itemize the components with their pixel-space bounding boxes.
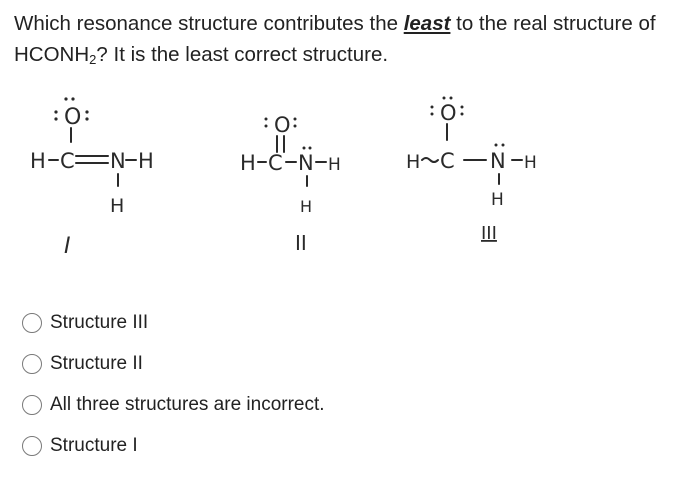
structure-3 [406,97,537,211]
structure-2-oxygen: O [274,113,291,137]
structure-2 [240,113,341,216]
structure-3-nitrogen: N [490,149,506,173]
option-structure-i[interactable] [22,425,325,466]
radio-button[interactable] [22,436,42,456]
question-formula-sub: 2 [89,52,97,67]
structure-3-h-bottom: H [491,190,504,210]
structure-3-label: III [481,223,497,244]
structure-3-h-left: H [406,151,421,173]
option-structure-ii[interactable] [22,343,325,384]
question-part1: Which resonance structure contributes the [14,12,404,35]
option-label: Structure I [50,434,138,456]
radio-button[interactable] [22,313,42,333]
structure-1-h-right: H [138,149,154,173]
resonance-structures-drawing [0,90,700,265]
structure-3-h-right: H [524,153,537,173]
structure-3-carbon: C [440,149,455,173]
question-text [14,8,694,70]
structure-1-nitrogen: N [110,149,126,173]
radio-button[interactable] [22,354,42,374]
answer-options [22,302,325,466]
structure-1-h-left: H [30,149,46,173]
question-part2: to the real structure of [450,12,656,35]
option-label: Structure III [50,311,149,333]
question-formula: HCONH [14,43,90,66]
structure-2-h-bottom: H [300,197,313,216]
structure-1 [30,97,154,217]
structure-2-carbon: C [268,151,283,175]
structure-2-h-left: H [240,151,256,175]
option-label: Structure II [50,352,143,374]
structure-2-nitrogen: N [298,151,314,175]
option-all-incorrect[interactable] [22,384,325,425]
resonance-structures-svg [0,90,700,265]
question-part3: ? It is the least correct structure. [96,43,389,66]
radio-button[interactable] [22,395,42,415]
option-structure-iii[interactable] [22,302,325,343]
option-label: All three structures are incorrect. [50,393,325,415]
structure-1-carbon: C [60,149,75,173]
structure-1-label: I [64,234,71,259]
structure-3-oxygen: O [440,101,457,125]
structure-2-h-right: H [328,155,341,175]
structure-1-oxygen: O [64,105,82,130]
question-emphasis: least [403,12,451,35]
structure-2-label: II [295,231,307,255]
structure-1-h-bottom: H [110,195,125,217]
